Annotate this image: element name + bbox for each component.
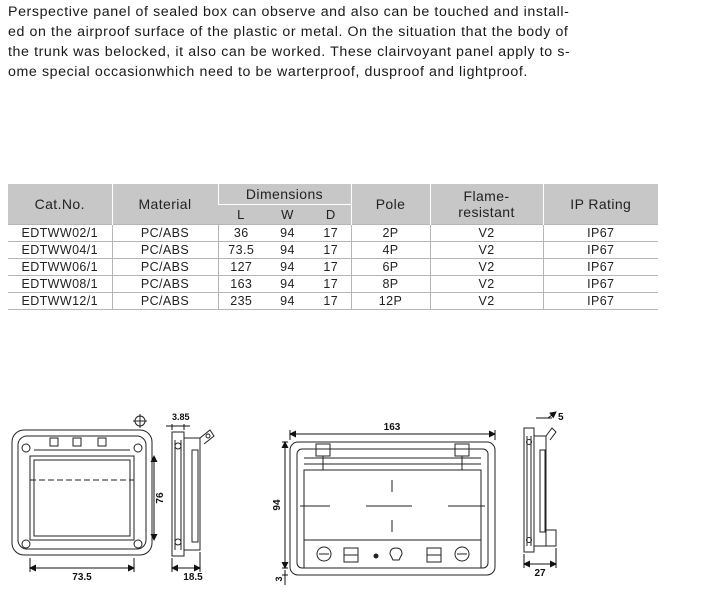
cell-pole: 8P	[351, 276, 430, 293]
cell-pole: 6P	[351, 259, 430, 276]
cell-l: 163	[218, 276, 264, 293]
cell-ip: IP67	[543, 259, 658, 276]
dim-73-5-line	[30, 558, 134, 572]
header-ip-rating: IP Rating	[543, 184, 658, 225]
cell-ip: IP67	[543, 225, 658, 242]
dim-27: 27	[534, 568, 546, 579]
cell-cat: EDTWW06/1	[8, 259, 112, 276]
cell-w: 94	[264, 259, 311, 276]
table-row	[8, 242, 658, 259]
header-l: L	[218, 205, 264, 225]
side-view-large	[524, 428, 556, 552]
cell-l: 73.5	[218, 242, 264, 259]
header-w: W	[264, 205, 311, 225]
front-view-small	[12, 430, 152, 555]
header-flame-line1: Flame-	[463, 188, 510, 204]
header-pole: Pole	[351, 184, 430, 225]
cell-pole: 12P	[351, 293, 430, 310]
cell-flame: V2	[430, 242, 543, 259]
cell-ip: IP67	[543, 293, 658, 310]
cell-ip: IP67	[543, 242, 658, 259]
front-view-large	[290, 442, 495, 575]
cell-d: 17	[311, 225, 351, 242]
cell-ip: IP67	[543, 276, 658, 293]
dim-18-5: 18.5	[183, 572, 203, 583]
cell-material: PC/ABS	[112, 225, 218, 242]
header-cat-no: Cat.No.	[8, 184, 112, 225]
cell-l: 235	[218, 293, 264, 310]
cell-material: PC/ABS	[112, 293, 218, 310]
dim-76: 76	[155, 492, 166, 504]
table-row	[8, 225, 658, 242]
table-row	[8, 259, 658, 276]
cell-cat: EDTWW04/1	[8, 242, 112, 259]
cell-w: 94	[264, 242, 311, 259]
cell-cat: EDTWW12/1	[8, 293, 112, 310]
cell-w: 94	[264, 293, 311, 310]
cell-flame: V2	[430, 225, 543, 242]
dim-3-85-line	[166, 424, 190, 430]
cell-w: 94	[264, 225, 311, 242]
cell-d: 17	[311, 242, 351, 259]
dim-94: 94	[272, 499, 283, 511]
intro-line: ome special occasionwhich need to be warterproof, dusproof and lightproof.	[8, 64, 528, 80]
cell-cat: EDTWW02/1	[8, 225, 112, 242]
cell-flame: V2	[430, 259, 543, 276]
dim-163: 163	[383, 422, 401, 433]
dim-3: 3	[274, 576, 284, 582]
header-material: Material	[112, 184, 218, 225]
table-row	[8, 276, 658, 293]
cell-d: 17	[311, 293, 351, 310]
side-view-small	[172, 430, 214, 556]
cell-material: PC/ABS	[112, 276, 218, 293]
header-dimensions: Dimensions	[218, 184, 351, 205]
dim-73-5: 73.5	[72, 572, 92, 583]
dim-18-5-line	[172, 552, 200, 572]
cell-d: 17	[311, 259, 351, 276]
dim-3-85: 3.85	[172, 412, 190, 422]
cell-cat: EDTWW08/1	[8, 276, 112, 293]
crosshair-icon	[133, 414, 147, 428]
header-flame-line2: resistant	[458, 204, 515, 220]
header-flame-resistant	[430, 184, 543, 225]
cell-w: 94	[264, 276, 311, 293]
cell-l: 127	[218, 259, 264, 276]
cell-d: 17	[311, 276, 351, 293]
cell-material: PC/ABS	[112, 259, 218, 276]
intro-line: ed on the airproof surface of the plastic or metal. On the situation that the body of	[8, 24, 569, 40]
cell-material: PC/ABS	[112, 242, 218, 259]
cell-pole: 2P	[351, 225, 430, 242]
dim-5: 5	[558, 412, 564, 423]
cell-pole: 4P	[351, 242, 430, 259]
dim-27-line	[524, 548, 556, 568]
cell-flame: V2	[430, 293, 543, 310]
dim-5-line	[536, 412, 556, 418]
spec-table	[8, 184, 658, 310]
intro-paragraph	[8, 2, 698, 82]
cell-l: 36	[218, 225, 264, 242]
cell-flame: V2	[430, 276, 543, 293]
intro-line: Perspective panel of sealed box can observe and also can be touched and install-	[8, 4, 570, 20]
header-d: D	[311, 205, 351, 225]
table-row	[8, 293, 658, 310]
intro-line: the trunk was belocked, it also can be worked. These clairvoyant panel apply to s-	[8, 44, 571, 60]
technical-drawings	[0, 380, 705, 599]
